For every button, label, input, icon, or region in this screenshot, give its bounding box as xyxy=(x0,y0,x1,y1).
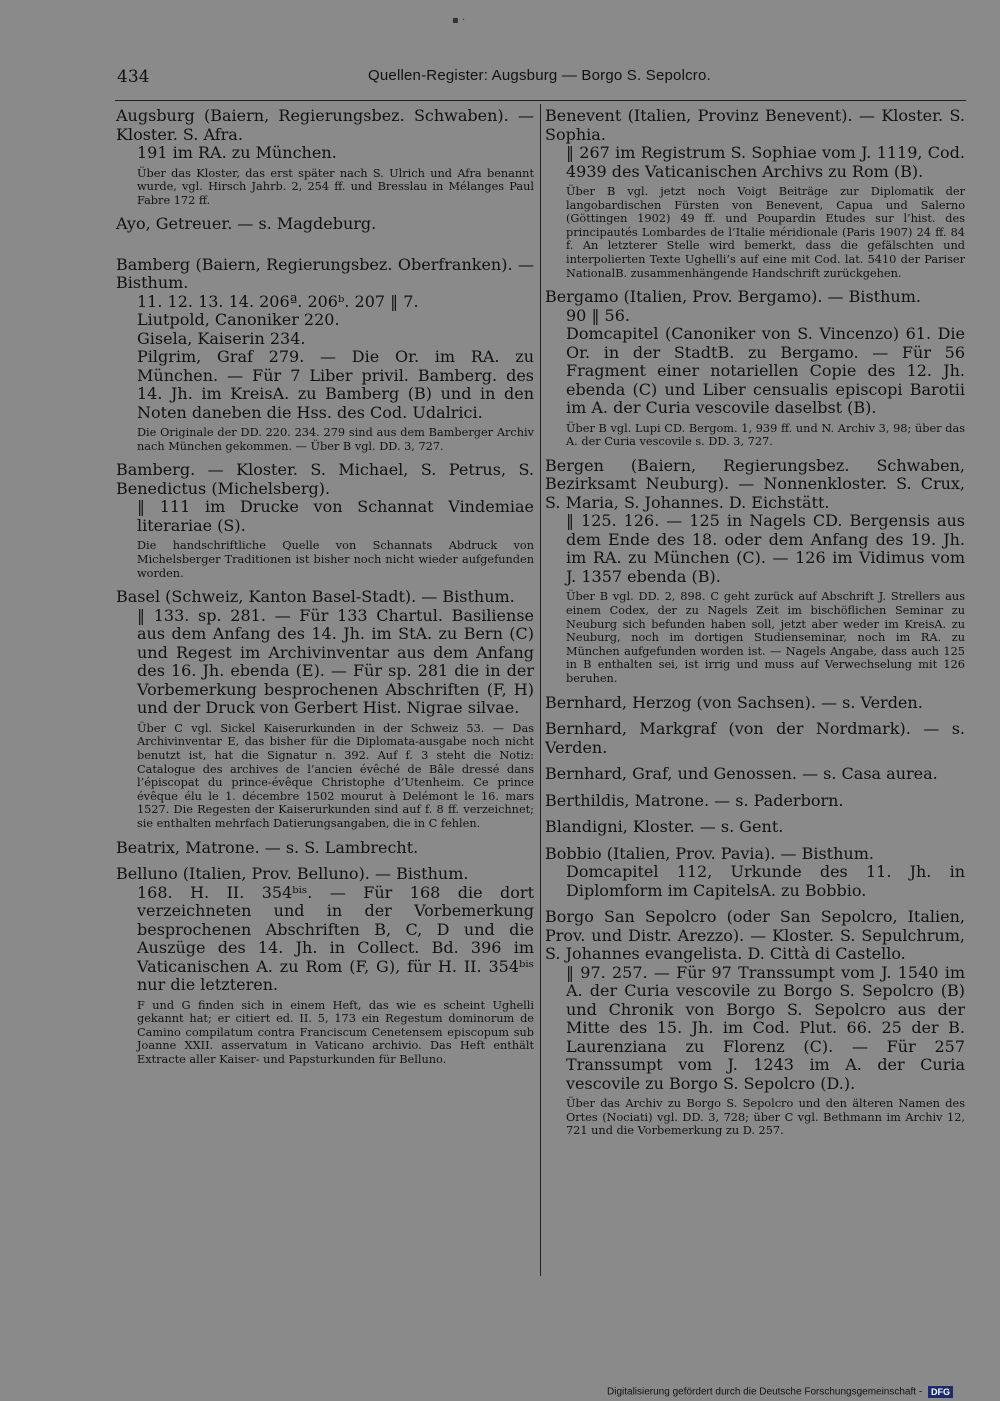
column-divider xyxy=(540,104,541,1276)
register-entry xyxy=(545,765,965,784)
entry-heading: Beatrix, Matrone. — s. S. Lambrecht. xyxy=(116,837,419,857)
entry-heading: Borgo San Sepolcro (oder San Sepolcro, Italien, Prov. und Distr. Arezzo). — Kloster. S. Sepulchrum, S. Johannes evangelista. D. Città di Castello. xyxy=(545,907,965,963)
entry-heading: Bernhard, Markgraf (von der Nordmark). — s. Verden. xyxy=(545,719,965,757)
entry-note: Die Originale der DD. 220. 234. 279 sind aus dem Bamberger Archiv nach München gekommen. — Über B vgl. DD. 3, 727. xyxy=(137,426,534,453)
register-entry xyxy=(545,288,965,449)
register-entry xyxy=(545,720,965,757)
entry-heading: Berthildis, Matrone. — s. Paderborn. xyxy=(545,790,844,810)
register-entry xyxy=(545,457,965,686)
entry-heading: Augsburg (Baiern, Regierungsbez. Schwaben). — Kloster. S. Afra. xyxy=(116,106,534,144)
register-entry xyxy=(545,908,965,1138)
scan-speck: ▪ · xyxy=(452,15,466,26)
entry-line: 168. H. II. 354ᵇⁱˢ. — Für 168 die dort verzeichneten und in der Vorbemerkung besprochenen Abschriften B, C, D und die Auszüge des 14. Jh. in Collect. Bd. 396 im Vaticanischen A. zu Rom (F, G), für H. II. 354ᵇⁱˢ nur die letzteren. xyxy=(137,882,534,994)
entry-note: Über das Archiv zu Borgo S. Sepolcro und den älteren Namen des Ortes (Nociati) vgl. DD. 3, 728; über C vgl. Bethmann im Archiv 12, 721 und die Vorbemerkung zu D. 257. xyxy=(566,1097,965,1138)
entry-line: ‖ 97. 257. — Für 97 Transsumpt vom J. 1540 im A. der Curia vescovile zu Borgo S. Sepolcro (B) und Chronik von Borgo S. Sepolcro aus der Mitte des 15. Jh. im Cod. Plut. 66. 25 der B. Laurenziana zu Florenz (C). — Für 257 Transsumpt vom J. 1243 im A. der Curia vescovile zu Borgo S. Sepolcro (D.). xyxy=(566,962,965,1093)
dfg-logo-text: DFG xyxy=(930,1387,950,1397)
entry-line: 11. 12. 13. 14. 206ª. 206ᵇ. 207 ‖ 7. xyxy=(137,291,419,311)
register-entry xyxy=(116,839,534,858)
entry-heading: Bobbio (Italien, Prov. Pavia). — Bisthum. xyxy=(545,843,874,863)
register-entry xyxy=(545,107,965,280)
entry-heading: Bamberg. — Kloster. S. Michael, S. Petrus, S. Benedictus (Michelsberg). xyxy=(116,460,534,498)
entry-line: ‖ 111 im Drucke von Schannat Vindemiae literariae (S). xyxy=(137,497,534,535)
page-number: 434 xyxy=(117,67,150,87)
entry-line: ‖ 133. sp. 281. — Für 133 Chartul. Basiliense aus dem Anfang des 14. Jh. im StA. zu Bern (C) und Regest im Archivinventar aus dem Anfang des 16. Jh. ebenda (E). — Für sp. 281 die in der Vorbemerkung besprochenen Abschriften (F, H) und der Druck von Gerbert Hist. Nigrae silvae. xyxy=(137,605,534,718)
entry-heading: Bergen (Baiern, Regierungsbez. Schwaben, Bezirksamt Neuburg). — Nonnenkloster. S. Crux, S. Maria, S. Johannes. D. Eichstätt. xyxy=(545,455,965,512)
digitization-credit xyxy=(607,1386,953,1398)
entry-line: Gisela, Kaiserin 234. xyxy=(137,328,306,348)
register-entry xyxy=(116,256,534,454)
register-entry xyxy=(116,865,534,1066)
credit-text: Digitalisierung gefördert durch die Deutsche Forschungsgemeinschaft - xyxy=(607,1386,923,1398)
register-entry xyxy=(116,107,534,207)
running-head: Quellen-Register: Augsburg — Borgo S. Sepolcro. xyxy=(368,67,711,84)
entry-line: Domcapitel 112, Urkunde des 11. Jh. in Diplomform im CapitelsA. zu Bobbio. xyxy=(566,862,965,900)
entry-heading: Blandigni, Kloster. — s. Gent. xyxy=(545,817,784,836)
register-entry xyxy=(116,461,534,580)
entry-line: ‖ 267 im Registrum S. Sophiae vom J. 1119, Cod. 4939 des Vaticanischen Archivs zu Rom (B). xyxy=(566,143,965,181)
register-entry xyxy=(116,215,534,234)
register-entry xyxy=(545,818,965,837)
register-entry xyxy=(545,845,965,901)
entry-line: Pilgrim, Graf 279. — Die Or. im RA. zu München. — Für 7 Liber privil. Bamberg. des 14. Jh. im KreisA. zu Bamberg (B) und in den Noten daneben die Hss. des Cod. Udalrici. xyxy=(137,347,534,422)
entry-note: Über B vgl. Lupi CD. Bergom. 1, 939 ff. und N. Archiv 3, 98; über das A. der Curia vescovile s. DD. 3, 727. xyxy=(566,421,965,449)
entry-heading: Bernhard, Herzog (von Sachsen). — s. Verden. xyxy=(545,692,923,712)
header-rule xyxy=(115,100,966,101)
entry-heading: Bergamo (Italien, Prov. Bergamo). — Bisthum. xyxy=(545,287,921,307)
entry-heading: Basel (Schweiz, Kanton Basel-Stadt). — Bisthum. xyxy=(116,587,515,607)
register-entry xyxy=(545,694,965,713)
entry-note: Über B vgl. jetzt noch Voigt Beiträge zur Diplomatik der langobardischen Fürsten von Benevent, Capua und Salerno (Göttingen 1902) 49 ff. und Poupardin Etudes sur l’hist. des principautés Lombardes de l’Italie méridionale (Paris 1907) 24 ff. 84 f. An letzterer Stelle wird bemerkt, dass die gefälschten und interpolierten Texte Ughelli’s auf eine mit Cod. lat. 5410 der Pariser NationalB. zusammenhängende Handschrift zurückgehen. xyxy=(566,185,965,280)
entry-note: F und G finden sich in einem Heft, das wie es scheint Ughelli gekannt hat; er citiert ed. II. 5, 173 ein Regestum dominorum de Camino compilatum contra Franciscum Cenetensem episcopum sub Joanne XXII. asservatum in Vaticano archivio. Das Heft enthält Extracte aller Kaiser- und Papsturkunden für Belluno. xyxy=(137,998,534,1066)
entry-note: Über B vgl. DD. 2, 898. C geht zurück auf Abschrift J. Strellers aus einem Codex, der zu Nagels Zeit im bischöflichen Seminar zu Neuburg sich befunden haben soll, jetzt aber weder im KreisA. zu Neuburg, noch im dortigen Studienseminar, noch im RA. zu München aufgefunden worden ist. — Nagels Angabe, dass auch 125 in B enthalten sei, ist irrig und muss auf Verwechselung mit 126 beruhen. xyxy=(566,590,965,685)
entry-line: ‖ 125. 126. — 125 in Nagels CD. Bergensis aus dem Ende des 18. oder dem Anfang des 19. Jh. im RA. zu München (C). — 126 im Vidimus vom J. 1357 ebenda (B). xyxy=(566,511,965,586)
register-entry xyxy=(116,588,534,830)
register-entry xyxy=(545,792,965,811)
entry-heading: Ayo, Getreuer. — s. Magdeburg. xyxy=(116,214,377,234)
entry-line: Liutpold, Canoniker 220. xyxy=(137,310,340,330)
entry-line: 90 ‖ 56. xyxy=(566,305,630,325)
entry-heading: Bamberg (Baiern, Regierungsbez. Oberfranken). — Bisthum. xyxy=(116,254,534,293)
entry-note: Über C vgl. Sickel Kaiserurkunden in der Schweiz 53. — Das Archivinventar E, das bisher für die Diplomata-ausgabe noch nicht benutzt ist, hat die Signatur n. 392. Auf f. 3 steht die Notiz: Catalogue des archives de l’ancien évêché de Bâle dressé dans l’épiscopat du prince-évêque Christophe d’Utenheim. Ce prince évêque élu le 1. décembre 1502 mourut à Delémont le 16. mars 1527. Die Regesten der Kaiserurkunden sind auf f. 8 ff. verzeichnet; sie enthalten mehrfach Datierungsangaben, die in C fehlen. xyxy=(137,721,534,830)
entry-heading: Bernhard, Graf, und Genossen. — s. Casa aurea. xyxy=(545,764,938,783)
entry-heading: Benevent (Italien, Provinz Benevent). — Kloster. S. Sophia. xyxy=(545,106,965,144)
entry-heading: Belluno (Italien, Prov. Belluno). — Bisthum. xyxy=(116,864,469,883)
left-column xyxy=(116,107,534,1074)
entry-line: 191 im RA. zu München. xyxy=(137,143,337,162)
entry-note: Über das Kloster, das erst später nach S. Ulrich und Afra benannt wurde, vgl. Hirsch Jahrb. 2, 254 ff. und Bresslau in Mélanges Paul Fabre 172 ff. xyxy=(137,166,534,207)
entry-line: Domcapitel (Canoniker von S. Vincenzo) 61. Die Or. in der StadtB. zu Bergamo. — Für 56 Fragment einer notariellen Copie des 12. Jh. ebenda (C) und Liber censualis episcopi Barotii im A. der Curia vescovile daselbst (B). xyxy=(566,324,965,418)
entry-note: Die handschriftliche Quelle von Schannats Abdruck von Michelsberger Traditionen ist bisher noch nicht wieder aufgefunden worden. xyxy=(137,539,534,580)
right-column xyxy=(545,107,965,1146)
dfg-logo xyxy=(928,1386,953,1398)
